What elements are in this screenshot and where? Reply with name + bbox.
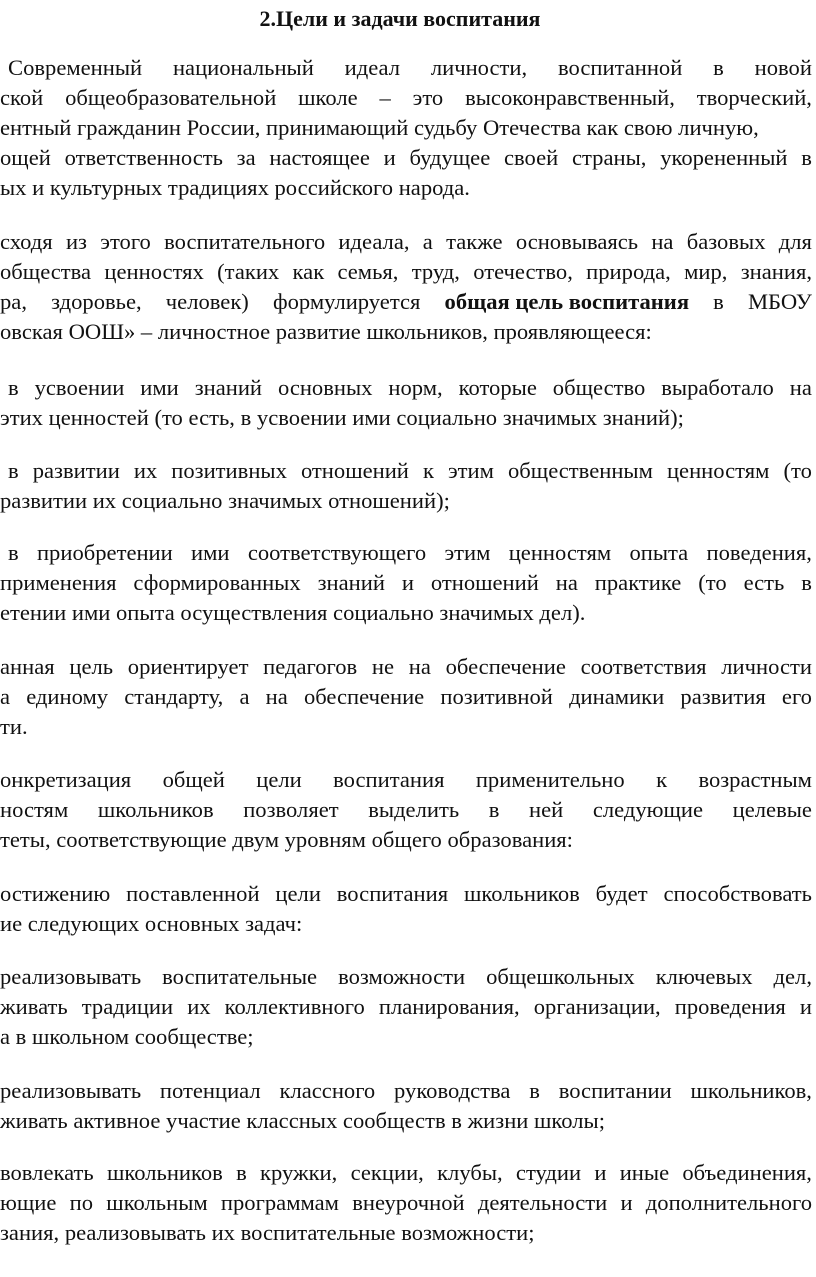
word: ответственность: [64, 145, 223, 170]
word: и: [799, 994, 812, 1019]
word: норм,: [388, 375, 443, 400]
word: к: [422, 458, 434, 483]
word: зания, реализовывать их воспитательные возможности;: [0, 1220, 535, 1245]
word: в: [529, 1078, 540, 1103]
word: коллективного: [224, 994, 365, 1019]
word: программам: [220, 1190, 339, 1215]
word: воспитанной: [557, 55, 683, 80]
word: ориентирует: [127, 654, 249, 679]
word: анная: [0, 654, 55, 679]
word: ценностях: [104, 259, 204, 284]
text-line: [0, 1105, 605, 1137]
word: живать: [0, 994, 68, 1019]
word: (таких: [217, 259, 280, 284]
text-line: [0, 1075, 812, 1107]
word: динамики: [569, 684, 665, 709]
word: и: [594, 1160, 607, 1185]
word: школьников: [464, 881, 580, 906]
word: теты, соответствующие двум уровням общего образования:: [0, 827, 573, 852]
word: высоконравственный,: [465, 85, 675, 110]
word: их: [133, 458, 158, 483]
word: на: [555, 570, 578, 595]
text-line: [0, 961, 812, 993]
text-line: [0, 256, 812, 288]
word: основных: [277, 375, 373, 400]
word: развитии: [32, 458, 120, 483]
word: педагогов: [263, 654, 358, 679]
word: ностям: [0, 797, 69, 822]
text-line: [0, 286, 812, 318]
word: –: [379, 85, 391, 110]
word: и: [401, 570, 414, 595]
word: позитивной: [440, 684, 553, 709]
text-line: [8, 537, 812, 569]
word: способствовать: [663, 881, 812, 906]
word: практике: [594, 570, 682, 595]
word: дополнительного: [645, 1190, 812, 1215]
word: традиции: [81, 994, 174, 1019]
word: ими: [140, 375, 179, 400]
word: воспитания: [333, 767, 445, 792]
word: личности,: [430, 55, 528, 80]
word: из: [65, 229, 87, 254]
word: сформированных: [133, 570, 301, 595]
word: а: [0, 684, 11, 709]
word: цели: [256, 767, 302, 792]
word: в: [713, 289, 724, 314]
text-line: [0, 794, 812, 826]
word: клубы,: [437, 1160, 503, 1185]
word: этого: [100, 229, 151, 254]
word: личности: [721, 654, 812, 679]
word: организации,: [533, 994, 661, 1019]
word: поведения,: [706, 540, 812, 565]
word: объединения,: [682, 1160, 812, 1185]
word: по: [69, 1190, 94, 1215]
word: выделить: [368, 797, 460, 822]
text-line: [0, 316, 652, 348]
word: а: [422, 229, 433, 254]
word: единому: [26, 684, 109, 709]
word: воспитательного: [164, 229, 326, 254]
text-line: [0, 651, 812, 683]
word: идеал: [344, 55, 401, 80]
word: школьников: [107, 1160, 223, 1185]
word: ской: [0, 85, 44, 110]
word: соответствующего: [247, 540, 427, 565]
word: а: [239, 684, 250, 709]
word: дел,: [773, 964, 812, 989]
word: остижению: [0, 881, 111, 906]
word: на: [789, 375, 812, 400]
word: а в школьном сообществе;: [0, 1024, 254, 1049]
word: ими: [191, 540, 230, 565]
word: етении ими опыта осуществления социально значимых дел).: [0, 600, 586, 625]
word: новой: [754, 55, 812, 80]
word: на: [408, 654, 431, 679]
word: обеспечение: [445, 654, 566, 679]
word: ие следующих основных задач:: [0, 911, 303, 936]
word: ключевых: [655, 964, 753, 989]
word: человек): [165, 289, 249, 314]
word: творческий,: [696, 85, 812, 110]
word: знаний: [194, 375, 263, 400]
word: общей: [162, 767, 225, 792]
word: проведения: [674, 994, 786, 1019]
word: отечество,: [473, 259, 573, 284]
word: в: [801, 570, 812, 595]
text-line: [0, 764, 812, 796]
text-line: [8, 372, 812, 404]
word: на: [265, 684, 288, 709]
word: настоящее: [269, 145, 370, 170]
text-line: [0, 1187, 812, 1219]
word: страны,: [572, 145, 647, 170]
word: это: [412, 85, 444, 110]
word: Современный: [8, 55, 143, 80]
text-line: [0, 485, 450, 517]
word: стандарту,: [124, 684, 224, 709]
word: поставленной: [126, 881, 260, 906]
word: возможности: [338, 964, 466, 989]
text-line: [0, 142, 812, 174]
word: мир,: [684, 259, 728, 284]
word: семья,: [337, 259, 399, 284]
word: в: [8, 540, 19, 565]
text-line: [8, 52, 812, 84]
word: МБОУ: [747, 289, 812, 314]
word: природа,: [586, 259, 671, 284]
word: ющие: [0, 1190, 57, 1215]
word: деятельности: [477, 1190, 608, 1215]
word: приобретении: [36, 540, 173, 565]
word: овская ООШ» – личностное развитие школьников, проявляющееся:: [0, 319, 652, 344]
word: применения: [0, 570, 117, 595]
word: усвоении: [34, 375, 125, 400]
word: руководства: [394, 1078, 511, 1103]
word: знаний: [317, 570, 385, 595]
word: позволяет: [243, 797, 339, 822]
word: общешкольных: [486, 964, 635, 989]
text-line: [0, 824, 573, 856]
document-title: 2.Цели и задачи воспитания: [259, 6, 541, 31]
text-line: [0, 597, 585, 629]
word: соответствия: [580, 654, 707, 679]
word: (то: [698, 570, 727, 595]
text-line: [0, 878, 812, 910]
word: цель: [69, 654, 114, 679]
word: обеспечение: [303, 684, 425, 709]
text-line: [0, 172, 470, 204]
word: (то: [783, 458, 812, 483]
word: живать активное участие классных сообществ в жизни школы;: [0, 1108, 605, 1133]
word: школе: [298, 85, 358, 110]
word: есть: [743, 570, 785, 595]
word: потенциал: [159, 1078, 261, 1103]
word: общество: [552, 375, 646, 400]
text-line: [0, 991, 812, 1023]
word: своей: [504, 145, 559, 170]
text-line: [0, 82, 812, 114]
word: ценностям: [666, 458, 770, 483]
text-line: [0, 1021, 254, 1053]
text-line: [0, 908, 302, 940]
word: ощей: [0, 145, 51, 170]
word: этим: [447, 458, 494, 483]
text-line: [0, 226, 812, 258]
word: возрастным: [698, 767, 812, 792]
word: следующие: [592, 797, 704, 822]
word: общая цель воспитания: [444, 289, 690, 314]
word: и: [383, 145, 396, 170]
word: выработало: [661, 375, 774, 400]
word: ти.: [0, 714, 28, 739]
word: школьным: [106, 1190, 208, 1215]
word: и: [620, 1190, 633, 1215]
word: ра,: [0, 289, 27, 314]
word: в: [8, 458, 19, 483]
word: позитивных: [171, 458, 287, 483]
word: ценностям: [508, 540, 612, 565]
word: не: [371, 654, 395, 679]
word: этим: [444, 540, 491, 565]
word: онкретизация: [0, 767, 132, 792]
word: общественным: [508, 458, 653, 483]
word: основываясь: [515, 229, 639, 254]
word: его: [781, 684, 812, 709]
word: внеурочной: [352, 1190, 465, 1215]
text-line: [0, 681, 812, 713]
word: классного: [279, 1078, 376, 1103]
text-line: [0, 567, 812, 599]
word: реализовывать: [0, 1078, 142, 1103]
word: идеала,: [338, 229, 410, 254]
word: ых и культурных традициях российского народа.: [0, 175, 470, 200]
word: также: [446, 229, 503, 254]
word: к: [656, 767, 668, 792]
text-line: [8, 455, 812, 487]
word: которые: [458, 375, 537, 400]
word: за: [236, 145, 256, 170]
word: развитии их социально значимых отношений);: [0, 488, 450, 513]
word: национальный: [172, 55, 314, 80]
word: здоровье,: [51, 289, 142, 314]
word: студии: [515, 1160, 582, 1185]
word: воспитательные: [162, 964, 318, 989]
word: в: [8, 375, 19, 400]
word: цели: [275, 881, 321, 906]
word: в: [801, 145, 812, 170]
word: реализовывать: [0, 964, 142, 989]
word: сходя: [0, 229, 53, 254]
word: формулируется: [272, 289, 421, 314]
word: будущее: [409, 145, 491, 170]
word: целевые: [732, 797, 812, 822]
text-line: [0, 1157, 812, 1189]
word: воспитания: [336, 881, 449, 906]
word: базовых: [686, 229, 766, 254]
word: для: [778, 229, 812, 254]
word: школьников,: [690, 1078, 812, 1103]
word: воспитании: [558, 1078, 672, 1103]
word: применительно: [475, 767, 625, 792]
word: школьников: [97, 797, 214, 822]
word: в: [236, 1160, 247, 1185]
word: этих ценностей (то есть, в усвоении ими социально значимых знаний);: [0, 405, 684, 430]
word: ентный гражданин России, принимающий судьбу Отечества как свою личную,: [0, 115, 759, 140]
word: укорененный: [660, 145, 788, 170]
text-line: [0, 711, 28, 743]
word: планирования,: [378, 994, 520, 1019]
word: кружки,: [260, 1160, 338, 1185]
word: будет: [595, 881, 648, 906]
word: знания,: [740, 259, 812, 284]
word: как: [292, 259, 325, 284]
word: в: [713, 55, 724, 80]
word: общества: [0, 259, 92, 284]
word: иные: [619, 1160, 670, 1185]
text-line: [0, 112, 759, 144]
word: секции,: [350, 1160, 424, 1185]
word: отношений: [430, 570, 539, 595]
word: в: [488, 797, 500, 822]
word: ней: [529, 797, 564, 822]
word: отношений: [300, 458, 409, 483]
text-line: [0, 1217, 535, 1249]
text-line: [0, 402, 684, 434]
word: общеобразовательной: [65, 85, 277, 110]
word: вовлекать: [0, 1160, 94, 1185]
word: опыта: [629, 540, 689, 565]
word: труд,: [411, 259, 460, 284]
word: развития: [680, 684, 766, 709]
word: на: [651, 229, 674, 254]
word: их: [187, 994, 211, 1019]
